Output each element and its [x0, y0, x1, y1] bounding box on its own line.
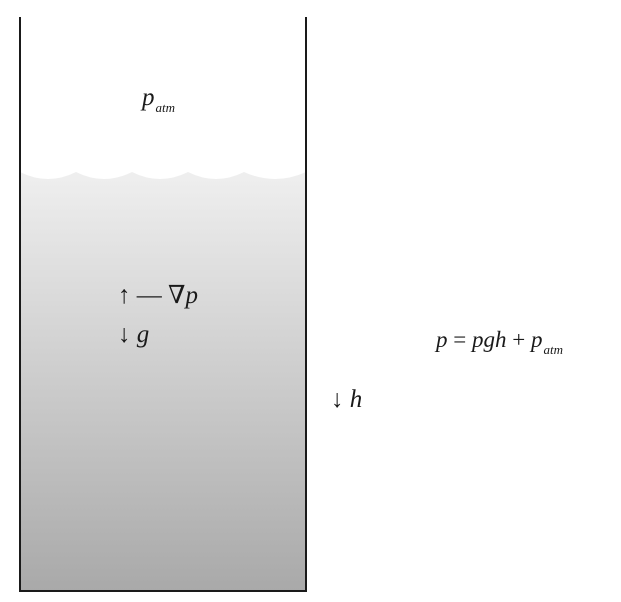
p-atm-subscript: atm	[155, 100, 175, 115]
equation-atm-subscript: atm	[543, 342, 563, 357]
plus-sign: +	[506, 327, 531, 352]
water-surface-waves	[20, 160, 306, 179]
equation-lhs: p	[436, 327, 448, 352]
equation-atm-p: p	[530, 327, 543, 352]
depth-label	[331, 386, 362, 414]
depth-variable: h	[349, 386, 363, 413]
water-body	[20, 160, 306, 591]
equation-term: pgh	[471, 327, 507, 352]
gravity-label	[118, 321, 149, 349]
equals-sign: =	[447, 327, 472, 352]
down-arrow-icon: ↓	[118, 321, 131, 348]
gravity-variable: g	[136, 321, 150, 348]
negative-pressure-gradient-label	[118, 280, 198, 310]
pressure-equation	[436, 327, 563, 357]
minus-sign: —	[136, 282, 162, 309]
up-arrow-icon: ↑	[118, 282, 131, 309]
atmospheric-pressure-label	[142, 84, 175, 115]
p-atm-main: p	[142, 84, 155, 111]
gradient-variable: p	[185, 282, 198, 309]
nabla-symbol: ∇	[168, 282, 186, 309]
depth-arrow-icon: ↓	[331, 386, 344, 413]
